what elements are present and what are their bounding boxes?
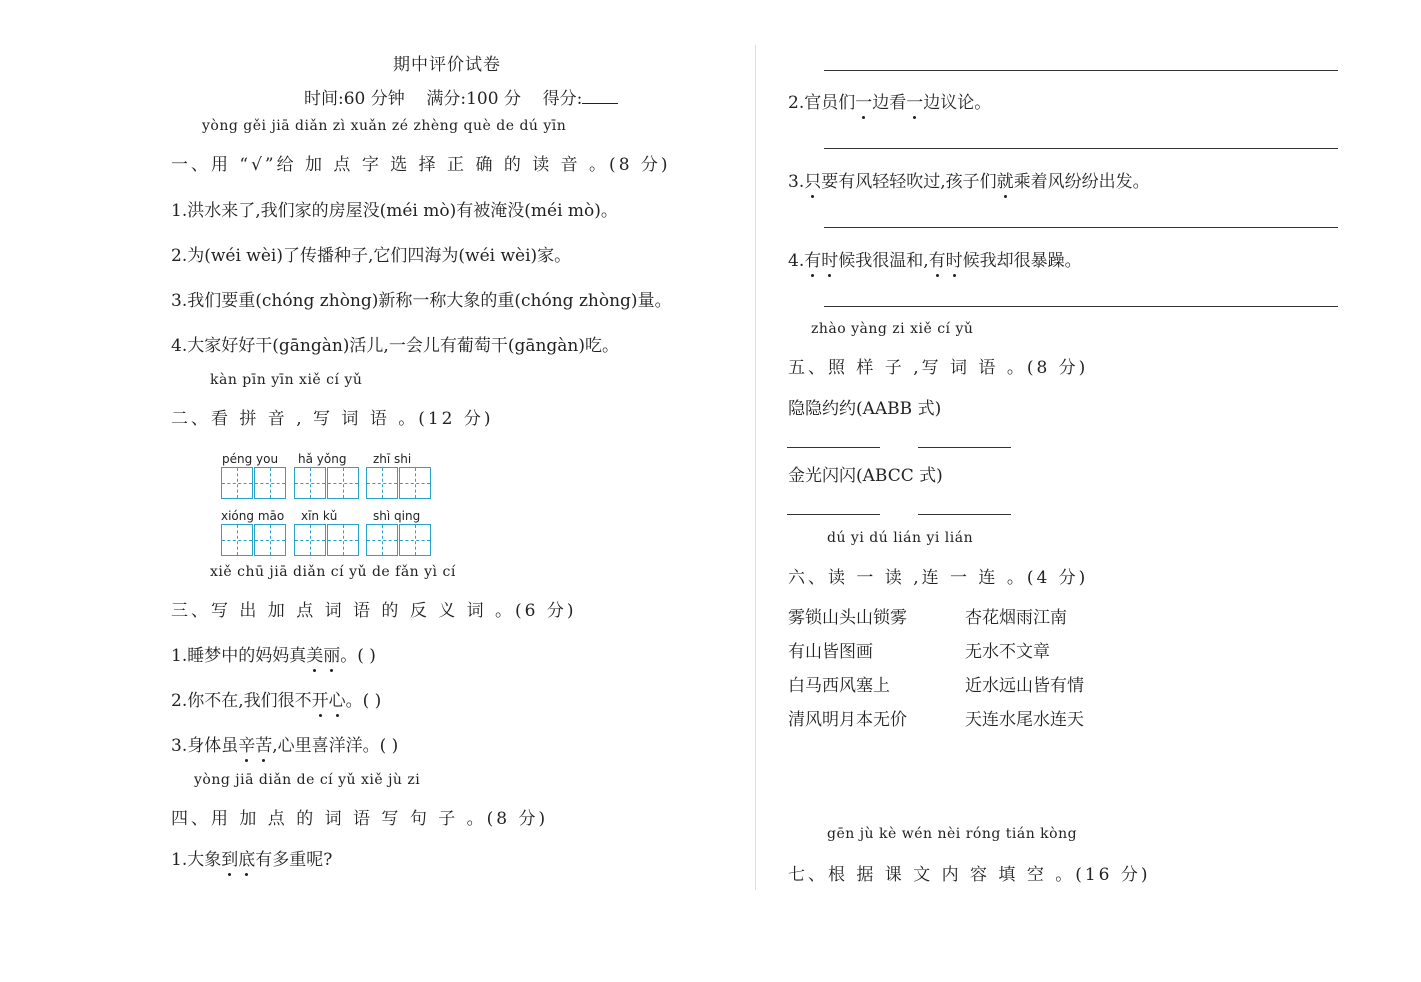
score-blank[interactable] <box>582 89 618 104</box>
match-right-1[interactable]: 杏花烟雨江南 <box>965 608 1067 628</box>
s2-heading: 二、看 拼 音 , 写 词 语 。(12 分) <box>171 409 494 429</box>
s1-item-1: 1.洪水来了,我们家的房屋没(méi mò)有被淹没(méi mò)。 <box>171 201 618 221</box>
answer-line[interactable] <box>824 70 1338 71</box>
s1-item-2: 2.为(wéi wèi)了传播种子,它们四海为(wéi wèi)家。 <box>171 246 572 266</box>
s4-pinyin: yòng jiā diǎn de cí yǔ xiě jù zi <box>194 772 421 788</box>
answer-line[interactable] <box>824 227 1338 228</box>
write-cell[interactable] <box>221 467 253 499</box>
write-cell[interactable] <box>221 524 253 556</box>
s7-heading: 七、根 据 课 文 内 容 填 空 。(16 分) <box>788 865 1151 885</box>
write-cell[interactable] <box>327 524 359 556</box>
write-cell[interactable] <box>399 467 431 499</box>
grid-pinyin-4: xióng māo <box>221 509 285 523</box>
score-label: 得分: <box>542 89 583 109</box>
s4-item-2: 2.官员们一边看一边议论。 <box>788 93 992 113</box>
match-right-2[interactable]: 无水不文章 <box>965 642 1050 662</box>
grid-pinyin-6: shì qing <box>373 509 421 523</box>
write-cell[interactable] <box>294 467 326 499</box>
s6-pinyin: dú yi dú lián yi lián <box>827 530 974 546</box>
answer-line[interactable] <box>824 306 1338 307</box>
match-right-3[interactable]: 近水远山皆有情 <box>965 676 1084 696</box>
match-left-1[interactable]: 雾锁山头山锁雾 <box>788 608 907 628</box>
write-cell[interactable] <box>254 524 286 556</box>
s1-heading: 一、用 “√”给 加 点 字 选 择 正 确 的 读 音 。(8 分) <box>171 155 671 175</box>
s3-heading: 三、写 出 加 点 词 语 的 反 义 词 。(6 分) <box>171 601 577 621</box>
s3-item-1: 1.睡梦中的妈妈真美丽。( ) <box>171 646 376 666</box>
s5-pinyin: zhào yàng zi xiě cí yǔ <box>811 321 974 337</box>
s5-example-1: 隐隐约约(AABB 式) <box>788 399 942 419</box>
page-divider <box>755 45 756 890</box>
grid-pinyin-5: xīn kǔ <box>301 509 338 523</box>
answer-line[interactable] <box>787 447 880 448</box>
s7-pinyin: gēn jù kè wén nèi róng tián kòng <box>827 826 1078 842</box>
answer-line[interactable] <box>787 514 880 515</box>
match-left-3[interactable]: 白马西风塞上 <box>788 676 890 696</box>
time-limit: 时间:60 分钟 <box>304 89 405 109</box>
write-cell[interactable] <box>399 524 431 556</box>
s4-item-3: 3.只要有风轻轻吹过,孩子们就乘着风纷纷出发。 <box>788 172 1150 192</box>
s5-example-2: 金光闪闪(ABCC 式) <box>788 466 943 486</box>
s3-item-2: 2.你不在,我们很不开心。( ) <box>171 691 382 711</box>
s1-item-4: 4.大家好好干(gāngàn)活儿,一会儿有葡萄干(gāngàn)吃。 <box>171 336 620 356</box>
s3-item-3: 3.身体虽辛苦,心里喜洋洋。( ) <box>171 736 399 756</box>
exam-meta <box>304 84 618 109</box>
answer-line[interactable] <box>824 148 1338 149</box>
s4-item-4: 4.有时候我很温和,有时候我却很暴躁。 <box>788 251 1082 271</box>
grid-pinyin-2: hǎ yǒng <box>298 452 347 466</box>
write-cell[interactable] <box>327 467 359 499</box>
match-left-4[interactable]: 清风明月本无价 <box>788 710 907 730</box>
s4-item-1: 1.大象到底有多重呢? <box>171 850 333 870</box>
write-cell[interactable] <box>254 467 286 499</box>
write-cell[interactable] <box>366 467 398 499</box>
answer-line[interactable] <box>918 514 1011 515</box>
s2-pinyin: kàn pīn yīn xiě cí yǔ <box>210 372 363 388</box>
grid-pinyin-3: zhī shi <box>373 452 412 466</box>
match-left-2[interactable]: 有山皆图画 <box>788 642 873 662</box>
s5-heading: 五、照 样 子 ,写 词 语 。(8 分) <box>788 358 1089 378</box>
write-cell[interactable] <box>294 524 326 556</box>
grid-pinyin-1: péng you <box>222 452 279 466</box>
s1-item-3: 3.我们要重(chóng zhòng)新称一称大象的重(chóng zhòng)量。 <box>171 291 672 311</box>
write-cell[interactable] <box>366 524 398 556</box>
answer-line[interactable] <box>918 447 1011 448</box>
page-title: 期中评价试卷 <box>393 55 501 75</box>
s6-heading: 六、读 一 读 ,连 一 连 。(4 分) <box>788 568 1089 588</box>
s3-pinyin: xiě chū jiā diǎn cí yǔ de fǎn yì cí <box>210 564 456 580</box>
full-score: 满分:100 分 <box>426 89 521 109</box>
match-right-4[interactable]: 天连水尾水连天 <box>965 710 1084 730</box>
s4-heading: 四、用 加 点 的 词 语 写 句 子 。(8 分) <box>171 809 549 829</box>
s1-pinyin: yòng gěi jiā diǎn zì xuǎn zé zhèng què de dú yīn <box>202 118 567 134</box>
